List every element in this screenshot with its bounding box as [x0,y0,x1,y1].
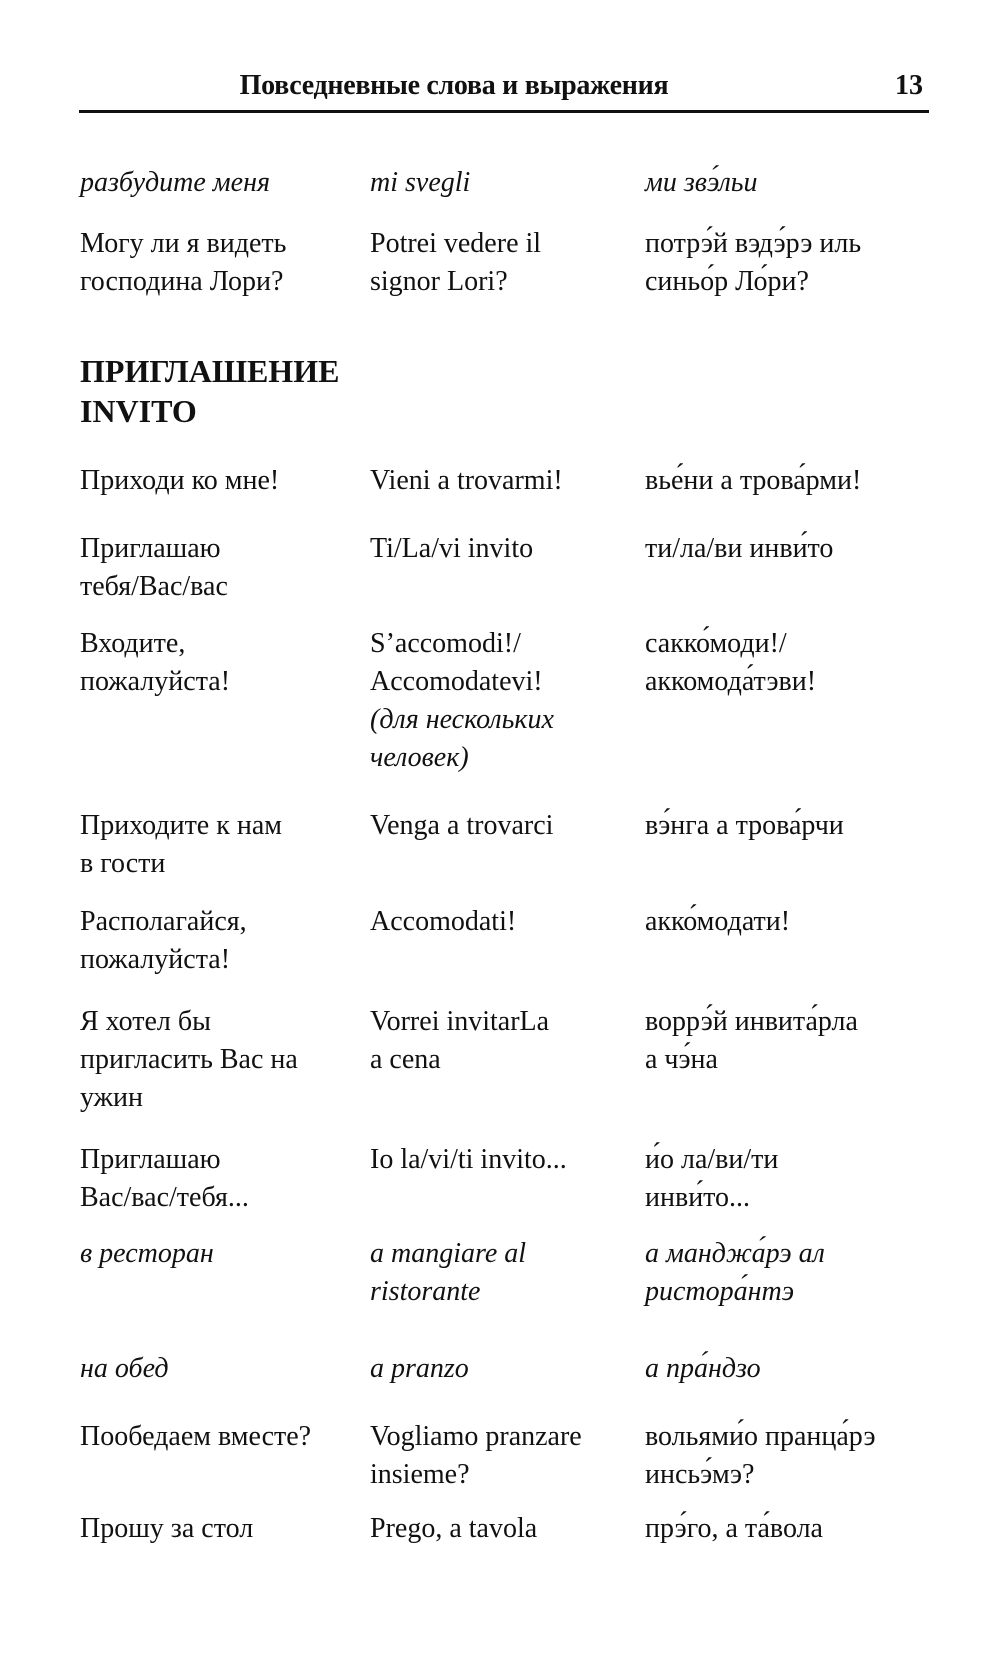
page-header [79,62,929,113]
pronunciation: ми звэ́льи [645,167,758,198]
russian-phrase: Приходите к нам в гости [80,810,282,879]
russian-phrase: Приглашаю Вас/вас/тебя... [80,1144,249,1213]
italian-phrase: Vogliamo pranzare insieme? [370,1421,582,1490]
pronunciation: а пра́ндзо [645,1353,761,1384]
russian-phrase: разбудите меня [80,167,270,198]
pronunciation: воррэ́й инвита́рла а чэ́на [645,1006,858,1075]
italian-phrase: S’accomodi!/ Accomodatevi! [370,628,543,697]
italian-phrase: Vieni a trovarmi! [370,465,563,496]
italian-phrase: Potrei vedere il signor Lori? [370,228,542,297]
pronunciation: а манджа́рэ ал ристора́нтэ [645,1238,825,1307]
italian-phrase: Prego, a tavola [370,1513,538,1544]
russian-phrase: на обед [80,1353,169,1384]
running-head-title: Повседневные слова и выражения [239,70,669,101]
italian-phrase: Vorrei invitarLa a cena [370,1006,550,1075]
russian-phrase: Располагайся, пожалуйста! [80,906,247,975]
page-number: 13 [895,70,923,101]
russian-phrase: Прошу за стол [80,1513,254,1544]
pronunciation: ти/ла/ви инви́то [645,533,834,564]
russian-phrase: Могу ли я видеть господина Лори? [80,228,287,297]
pronunciation: вье́ни а трова́рми! [645,465,862,496]
pronunciation: вэ́нга а трова́рчи [645,810,844,841]
pronunciation: и́о ла/ви/ти инви́то... [645,1144,779,1213]
italian-phrase: a pranzo [370,1353,469,1384]
russian-phrase: Я хотел бы пригласить Вас на ужин [80,1006,298,1113]
italian-phrase: a mangiare al ristorante [370,1238,527,1307]
pronunciation: сакко́моди!/ аккомода́тэви! [645,628,817,697]
italian-phrase: Venga a trovarci [370,810,554,841]
italian-phrase: Ti/La/vi invito [370,533,534,564]
section-title-ru: ПРИГЛАШЕНИЕ [80,353,340,389]
pronunciation: прэ́го, а та́вола [645,1513,823,1544]
pronunciation: потрэ́й вэдэ́рэ иль синьо́р Ло́ри? [645,228,862,297]
pronunciation: акко́модати! [645,906,791,937]
russian-phrase: Приходи ко мне! [80,465,280,496]
pronunciation: вольями́о пранца́рэ инсьэ́мэ? [645,1421,876,1490]
russian-phrase: Входите, пожалуйста! [80,628,231,697]
section-title-it: INVITO [80,393,197,429]
russian-phrase: Пообедаем вместе? [80,1421,312,1452]
italian-phrase: mi svegli [370,167,471,198]
italian-phrase: Io la/vi/ti invito... [370,1144,567,1175]
russian-phrase: Приглашаю тебя/Вас/вас [80,533,228,602]
russian-phrase: в ресторан [80,1238,214,1269]
italian-note: (для нескольких человек) [370,704,554,773]
italian-phrase: Accomodati! [370,906,517,937]
